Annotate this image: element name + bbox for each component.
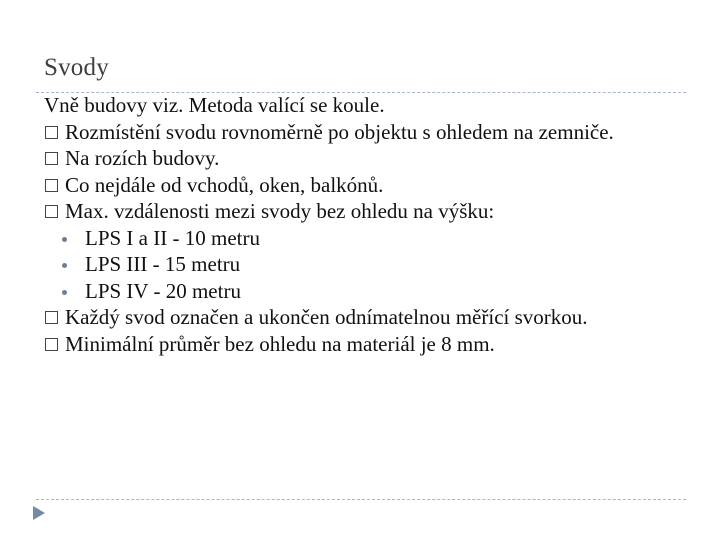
- checkbox-bullet-icon: [45, 311, 58, 324]
- list-item-text: Minimální průměr bez ohledu na materiál je 8 mm.: [65, 331, 495, 356]
- intro-text: Vně budovy viz. Metoda valící se koule.: [44, 93, 385, 117]
- list-item-text: Co nejdále od vchodů, oken, balkónů.: [65, 172, 384, 197]
- sub-list-item-text: LPS III - 15 metru: [85, 252, 241, 276]
- dot-bullet-icon: [62, 263, 67, 268]
- sub-list-item: [44, 251, 664, 278]
- slide-title: Svody: [44, 54, 109, 81]
- list-item-text: Na rozích budovy.: [65, 146, 220, 170]
- sub-list-item-text: LPS IV - 20 metru: [85, 278, 241, 303]
- list-item-text: Každý svod označen a ukončen odnímatelnou měřící svorkou.: [65, 305, 588, 329]
- checkbox-bullet-icon: [45, 152, 58, 165]
- dot-bullet-icon: [62, 290, 67, 295]
- footer-divider: [36, 499, 686, 500]
- list-item: [44, 331, 664, 358]
- list-item: [44, 304, 664, 331]
- sub-list-item: [44, 278, 664, 305]
- list-item: [44, 198, 664, 225]
- slide-content: [44, 92, 664, 357]
- list-item: [44, 172, 664, 199]
- sub-list-item: [44, 225, 664, 252]
- list-item-text: Rozmístění svodu rovnoměrně po objektu s ohledem na zemniče.: [65, 119, 614, 144]
- checkbox-bullet-icon: [45, 126, 58, 139]
- checkbox-bullet-icon: [45, 205, 58, 218]
- list-item: [44, 145, 664, 172]
- sub-list-item-text: LPS I a II - 10 metru: [85, 225, 260, 250]
- arrow-right-icon[interactable]: [33, 506, 45, 520]
- checkbox-bullet-icon: [45, 338, 58, 351]
- list-item: [44, 119, 664, 146]
- dot-bullet-icon: [62, 237, 67, 242]
- list-item-text: Max. vzdálenosti mezi svody bez ohledu na výšku:: [65, 199, 495, 223]
- checkbox-bullet-icon: [45, 179, 58, 192]
